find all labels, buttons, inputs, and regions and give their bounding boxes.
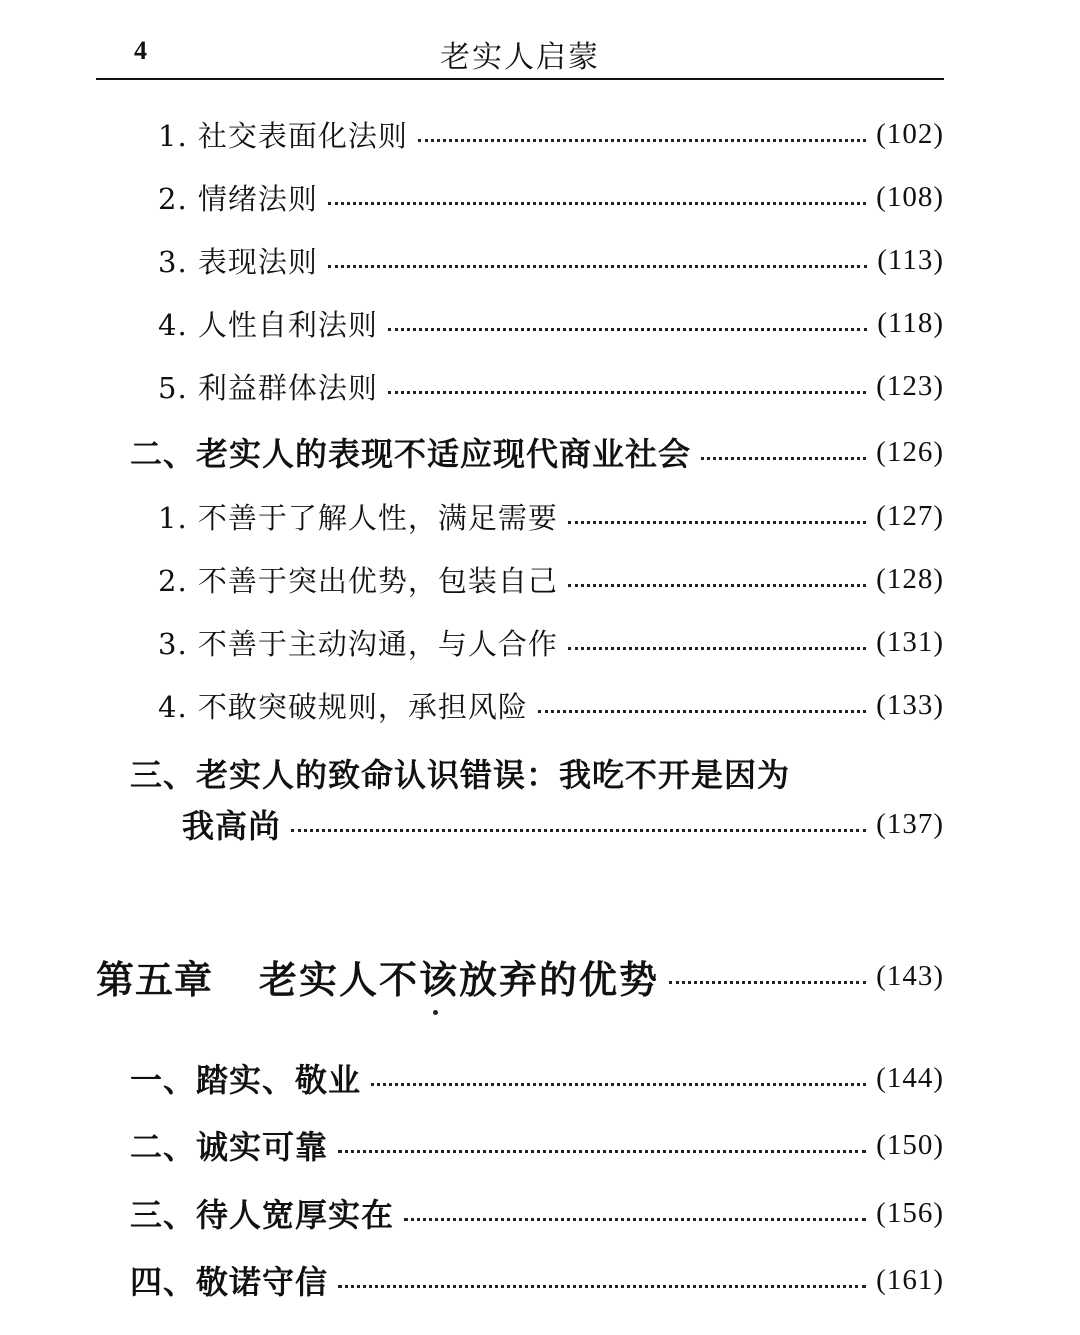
toc-chapter-entry[interactable]	[0, 948, 944, 1004]
toc-entry[interactable]	[0, 620, 944, 664]
dot-leader	[418, 139, 866, 142]
toc-entry-page: (108)	[876, 180, 944, 213]
toc-entry[interactable]	[0, 238, 944, 282]
toc-entry-page: (143)	[876, 959, 944, 992]
toc-entry[interactable]	[0, 683, 944, 727]
dot-leader	[669, 981, 866, 984]
page-number: 4	[134, 36, 147, 65]
dot-leader	[404, 1218, 866, 1221]
toc-section-entry[interactable]	[0, 1056, 944, 1100]
dot-leader	[338, 1150, 866, 1153]
toc-entry-page: (113)	[877, 243, 944, 276]
dot-leader	[291, 829, 866, 832]
toc-section-label: 一、踏实、敬业	[130, 1061, 362, 1099]
dot-leader	[388, 391, 866, 394]
dot-leader	[338, 1285, 866, 1288]
toc-entry-page: (131)	[876, 625, 944, 658]
toc-entry-label: 3. 不善于主动沟通，与人合作	[158, 626, 558, 661]
toc-entry[interactable]	[0, 557, 944, 601]
toc-entry-page: (118)	[877, 306, 944, 339]
toc-section-label-line1: 三、老实人的致命认识错误：我吃不开是因为	[130, 756, 791, 794]
toc-entry[interactable]	[0, 301, 944, 345]
toc-entry-label: 2. 不善于突出优势，包装自己	[158, 563, 558, 598]
dot-leader	[388, 328, 867, 331]
toc-section-entry[interactable]	[0, 1191, 944, 1235]
toc-section-label: 二、诚实可靠	[130, 1128, 329, 1166]
toc-entry-label: 4. 人性自利法则	[158, 307, 378, 342]
toc-section-label: 二、老实人的表现不适应现代商业社会	[130, 435, 692, 473]
toc-entry-page: (126)	[876, 435, 944, 468]
toc-entry-page: (128)	[876, 562, 944, 595]
dot-leader	[328, 202, 866, 205]
toc-entry-label: 1. 社交表面化法则	[158, 118, 408, 153]
toc-entry-label: 1. 不善于了解人性，满足需要	[158, 500, 558, 535]
toc-entry-page: (156)	[876, 1196, 944, 1229]
toc-entry-page: (123)	[876, 369, 944, 402]
chapter-number: 第五章	[96, 956, 214, 1002]
toc-entry-label: 4. 不敢突破规则，承担风险	[158, 689, 528, 724]
toc-entry-page: (137)	[876, 807, 944, 840]
toc-entry-label: 5. 利益群体法则	[158, 370, 378, 405]
dot-leader	[328, 265, 867, 268]
toc-entry-page: (150)	[876, 1128, 944, 1161]
page-header	[96, 0, 944, 80]
toc-entry[interactable]	[0, 494, 944, 538]
toc-entry-label: 3. 表现法则	[158, 244, 318, 279]
toc-entry-label: 2. 情绪法则	[158, 181, 318, 216]
toc-section-entry[interactable]	[0, 430, 944, 474]
dot-leader	[568, 521, 866, 524]
toc-section-label: 四、敬诺守信	[130, 1263, 329, 1301]
toc-section-entry[interactable]	[0, 1123, 944, 1167]
toc-entry[interactable]	[0, 364, 944, 408]
print-speck	[433, 1010, 438, 1015]
toc-section-label-line2: 我高尚	[182, 807, 282, 845]
toc-entry[interactable]	[0, 112, 944, 156]
toc-entry-page: (127)	[876, 499, 944, 532]
dot-leader	[371, 1083, 866, 1086]
toc-entry-page: (133)	[876, 688, 944, 721]
book-title: 老实人启蒙	[440, 40, 600, 75]
dot-leader	[538, 710, 866, 713]
toc-entry-page: (102)	[876, 117, 944, 150]
toc-entry[interactable]	[0, 175, 944, 219]
dot-leader	[568, 584, 866, 587]
toc-section-entry[interactable]	[0, 802, 944, 846]
dot-leader	[568, 647, 866, 650]
toc-section-label: 三、待人宽厚实在	[130, 1196, 395, 1234]
toc-entry-page: (144)	[876, 1061, 944, 1094]
dot-leader	[701, 457, 866, 460]
toc-section-entry[interactable]	[0, 1258, 944, 1302]
toc-entry-page: (161)	[876, 1263, 944, 1296]
chapter-title: 老实人不该放弃的优势	[259, 957, 660, 1002]
